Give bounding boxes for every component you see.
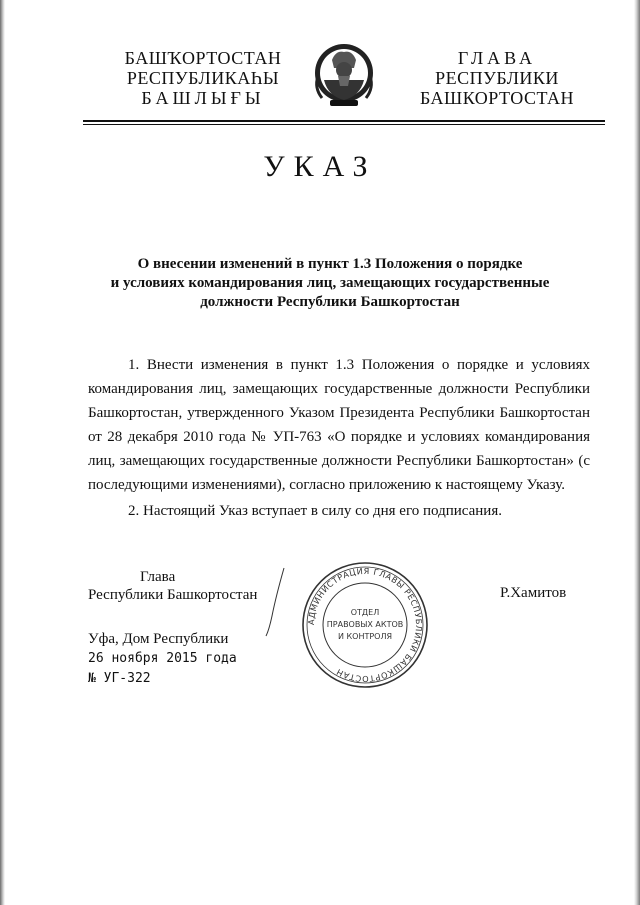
place-line: Уфа, Дом Республики — [88, 631, 229, 647]
scan-edge-left — [0, 0, 5, 905]
header-right-line-3: БАШКОРТОСТАН — [419, 88, 575, 108]
paragraph-2: 2. Настоящий Указ вступает в силу со дня его подписания. — [128, 503, 502, 519]
paragraph-1: 1. Внести изменения в пункт 1.3 Положения о порядке и условиях командирования лиц, замещающих государственные должности Республики Башкортостан, утвержденного Указом Президента Республики Башкортостан от 28 декабря 2010 года № УП-763 «О порядке и условиях командирования лиц, замещающих государственные должности Республики Башкортостан» (с последующими изменениями), согласно приложению к настоящему Указу. — [88, 357, 590, 493]
document-type: УКАЗ — [263, 150, 377, 183]
title-line-1: О внесении изменений в пункт 1.3 Положения о порядке — [137, 256, 523, 272]
header-rule-thick — [83, 120, 605, 122]
stamp-ring-text: АДМИНИСТРАЦИЯ ГЛАВЫ РЕСПУБЛИКИ БАШКОРТОСТАН — [305, 565, 425, 685]
document-place-date — [88, 629, 237, 689]
title-line-3: должности Республики Башкортостан — [200, 294, 460, 310]
header-bashkir — [118, 48, 288, 108]
signatory-title-line-2: Республики Башкортостан — [88, 587, 258, 603]
stamp-center-line-2: ПРАВОВЫХ АКТОВ — [326, 620, 404, 629]
official-stamp — [300, 560, 430, 690]
signature-stroke — [262, 566, 288, 638]
header-right-line-1: ГЛАВА — [457, 48, 537, 68]
document-body — [88, 353, 590, 523]
header-russian — [412, 48, 582, 108]
stamp-center-line-1: ОТДЕЛ — [350, 608, 380, 617]
header-left-line-1: БАШҠОРТОСТАН — [124, 48, 282, 68]
number-line: № УГ-322 — [88, 671, 151, 686]
bashkortostan-coat-of-arms-icon — [308, 40, 380, 112]
stamp-center-line-3: И КОНТРОЛЯ — [337, 632, 393, 641]
header-left-line-2: РЕСПУБЛИКАҺЫ — [126, 68, 280, 88]
header-right-line-2: РЕСПУБЛИКИ — [435, 68, 559, 88]
signatory-title — [88, 568, 257, 604]
header-rule-thin — [83, 124, 605, 125]
scan-edge-right — [634, 0, 640, 905]
document-title — [100, 255, 560, 312]
date-line: 26 ноября 2015 года — [88, 651, 237, 666]
title-line-2: и условиях командирования лиц, замещающих государственные — [110, 275, 550, 291]
signatory-name: Р.Хамитов — [500, 585, 567, 601]
signatory-title-line-1: Глава — [140, 569, 176, 585]
header-left-line-3: БАШЛЫҒЫ — [141, 88, 265, 108]
